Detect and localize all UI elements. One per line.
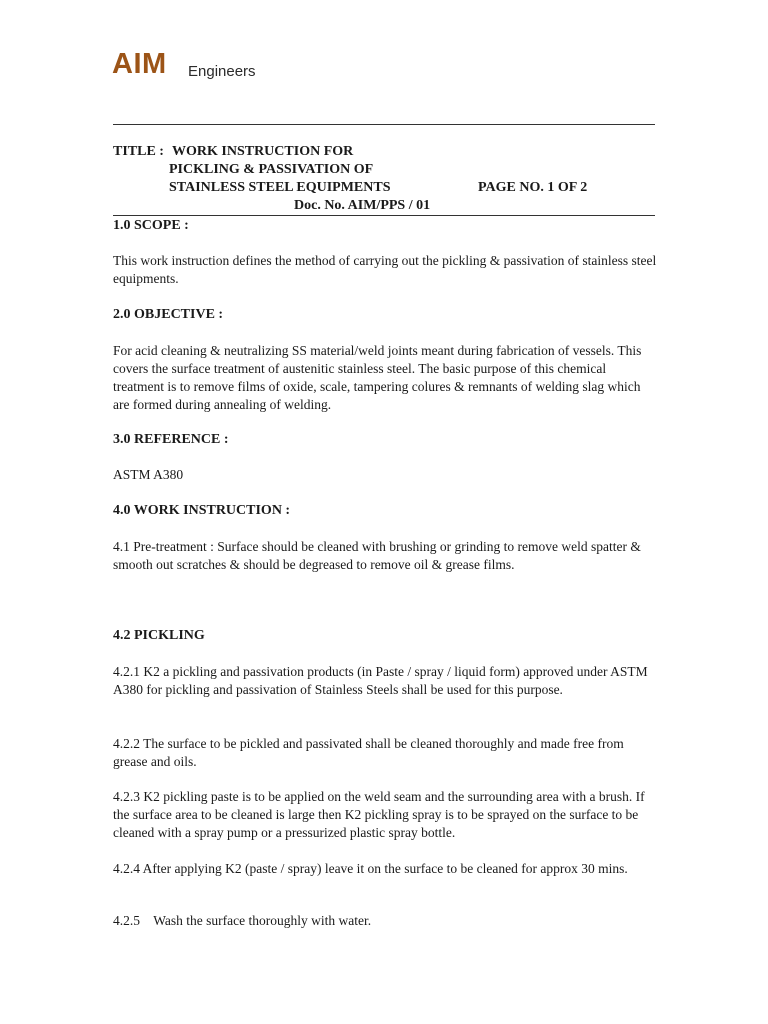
reference-text: ASTM A380	[113, 467, 184, 482]
pickling-heading: 4.2 PICKLING	[113, 628, 205, 643]
step-4-2-1: 4.2.1 K2 a pickling and passivation products (in Paste / spray / liquid form) approved under ASTM A380 for pickling and passivation of Stainless Steels shall be used for this purpose.	[113, 664, 648, 697]
objective-heading: 2.0 OBJECTIVE :	[113, 307, 224, 322]
scope-heading: 1.0 SCOPE :	[113, 218, 189, 233]
step-4-2-4: 4.2.4 After applying K2 (paste / spray) leave it on the surface to be cleaned for approx 30 mins.	[113, 861, 628, 876]
objective-text: For acid cleaning & neutralizing SS material/weld joints meant during fabrication of vessels. This covers the surface treatment of austenitic stainless steel. The basic purpose of this chemical treatment is to remove films of oxide, scale, tampering colures & remnants of welding slag which are formed during annealing of welding.	[113, 343, 642, 412]
step-4-2-5: 4.2.5 Wash the surface thoroughly with water.	[113, 913, 372, 928]
reference-heading: 3.0 REFERENCE :	[113, 432, 229, 447]
title-label: TITLE :	[113, 144, 164, 159]
header-bottom-rule	[113, 215, 655, 216]
step-4-2-3: 4.2.3 K2 pickling paste is to be applied on the weld seam and the surrounding area with a brush. If the surface area to be cleaned is large then K2 pickling spray is to be sprayed on the surface to be cleaned with a spray pump or a pressurized plastic spray bottle.	[113, 789, 645, 840]
doc-number: Doc. No. AIM/PPS / 01	[294, 198, 431, 213]
header-top-rule	[113, 124, 655, 125]
logo-aim: AIM	[112, 48, 167, 80]
scope-text: This work instruction defines the method of carrying out the pickling & passivation of stainless steel equipments.	[113, 253, 657, 286]
title-line-1: WORK INSTRUCTION FOR	[172, 144, 354, 159]
title-line-3: STAINLESS STEEL EQUIPMENTS	[169, 180, 391, 195]
logo-engineers: Engineers	[188, 63, 256, 80]
title-line-2: PICKLING & PASSIVATION OF	[169, 162, 374, 177]
step-4-2-2: 4.2.2 The surface to be pickled and passivated shall be cleaned thoroughly and made free from grease and oils.	[113, 736, 624, 769]
work-instruction-heading: 4.0 WORK INSTRUCTION :	[113, 503, 291, 518]
pretreatment-text: 4.1 Pre-treatment : Surface should be cleaned with brushing or grinding to remove weld spatter & smooth out scratches & should be degreased to remove oil & grease films.	[113, 539, 641, 572]
page-number: PAGE NO. 1 OF 2	[478, 180, 588, 195]
